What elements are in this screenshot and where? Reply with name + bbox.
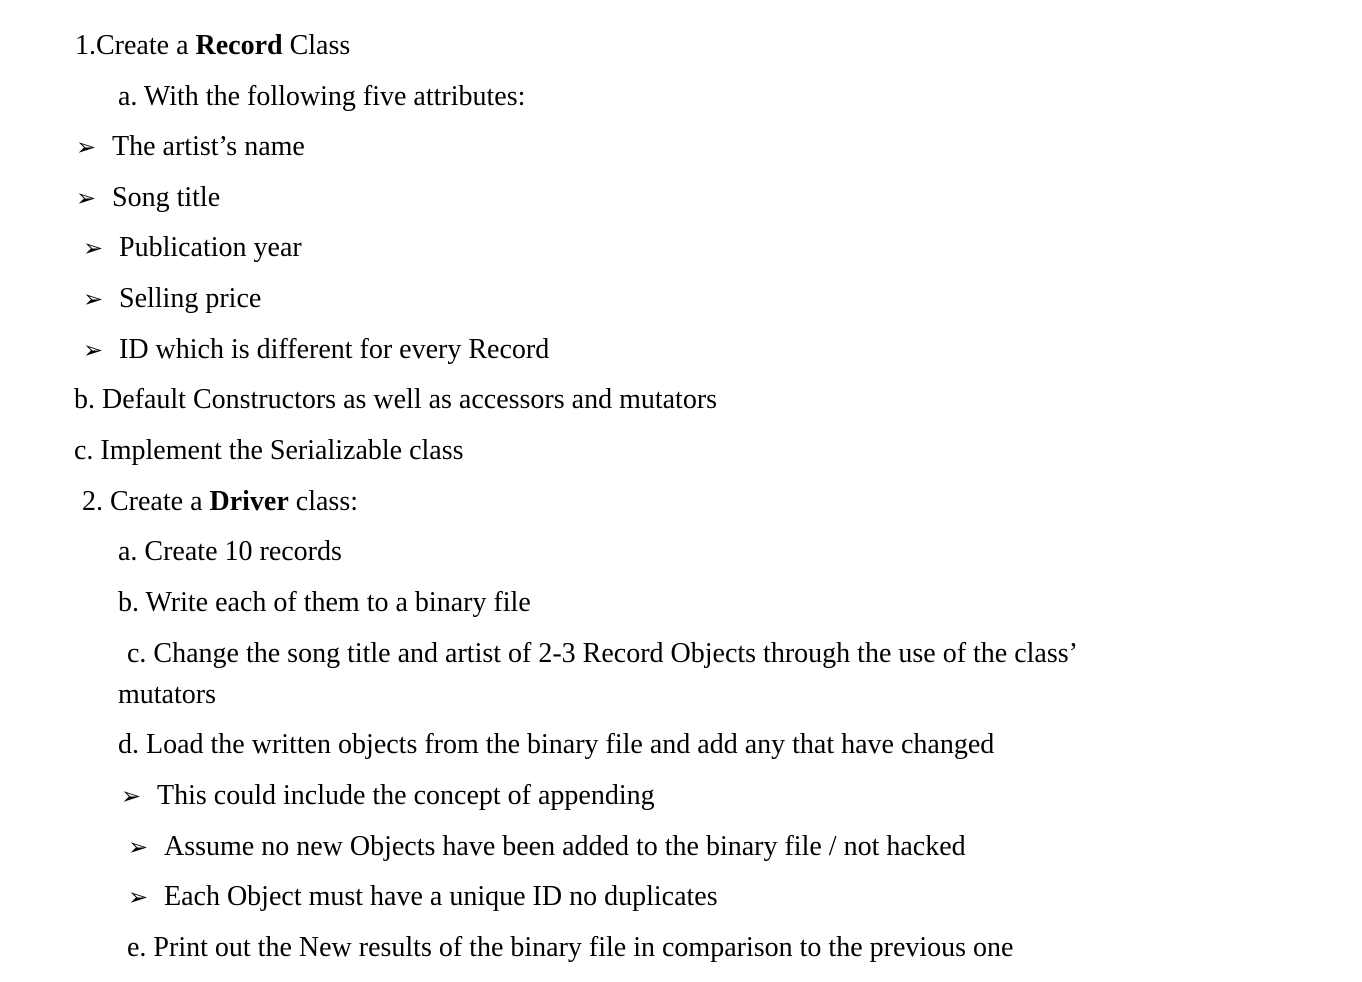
arrow-bullet-icon: ➢ (121, 782, 142, 810)
task2-d-bullet: ➢ Each Object must have a unique ID no duplicates (128, 881, 718, 912)
task1-item-a: a. With the following five attributes: (118, 81, 526, 112)
task2-item-a: a. Create 10 records (118, 536, 342, 567)
driver-class-name: Driver (209, 486, 289, 517)
task2-item-c-line1: c. Change the song title and artist of 2-3 Record Objects through the use of the class’ (127, 638, 1078, 669)
attribute-item: ➢ ID which is different for every Record (83, 334, 550, 365)
task1-item-c: c. Implement the Serializable class (74, 435, 464, 466)
task2-heading: 2. Create a Driver class: (82, 486, 359, 517)
attribute-item: ➢ Song title (76, 182, 221, 213)
arrow-bullet-icon: ➢ (83, 336, 104, 364)
arrow-bullet-icon: ➢ (76, 133, 97, 161)
task2-item-c-line2: mutators (118, 679, 216, 710)
attribute-item: ➢ Publication year (83, 232, 302, 263)
arrow-bullet-icon: ➢ (83, 234, 104, 262)
arrow-bullet-icon: ➢ (83, 285, 104, 313)
arrow-bullet-icon: ➢ (76, 184, 97, 212)
task2-item-b: b. Write each of them to a binary file (118, 587, 531, 618)
arrow-bullet-icon: ➢ (128, 833, 149, 861)
task2-item-d: d. Load the written objects from the binary file and add any that have changed (118, 729, 995, 760)
attribute-item: ➢ Selling price (83, 283, 262, 314)
task2-d-bullet: ➢ Assume no new Objects have been added to the binary file / not hacked (128, 831, 966, 862)
task1-item-b: b. Default Constructors as well as accessors and mutators (74, 384, 718, 415)
record-class-name: Record (195, 30, 283, 61)
attribute-item: ➢ The artist’s name (76, 131, 305, 162)
task1-heading: 1.Create a Record Class (75, 30, 351, 61)
task2-item-e: e. Print out the New results of the binary file in comparison to the previous one (127, 932, 1014, 963)
task2-d-bullet: ➢ This could include the concept of appending (121, 780, 655, 811)
arrow-bullet-icon: ➢ (128, 883, 149, 911)
